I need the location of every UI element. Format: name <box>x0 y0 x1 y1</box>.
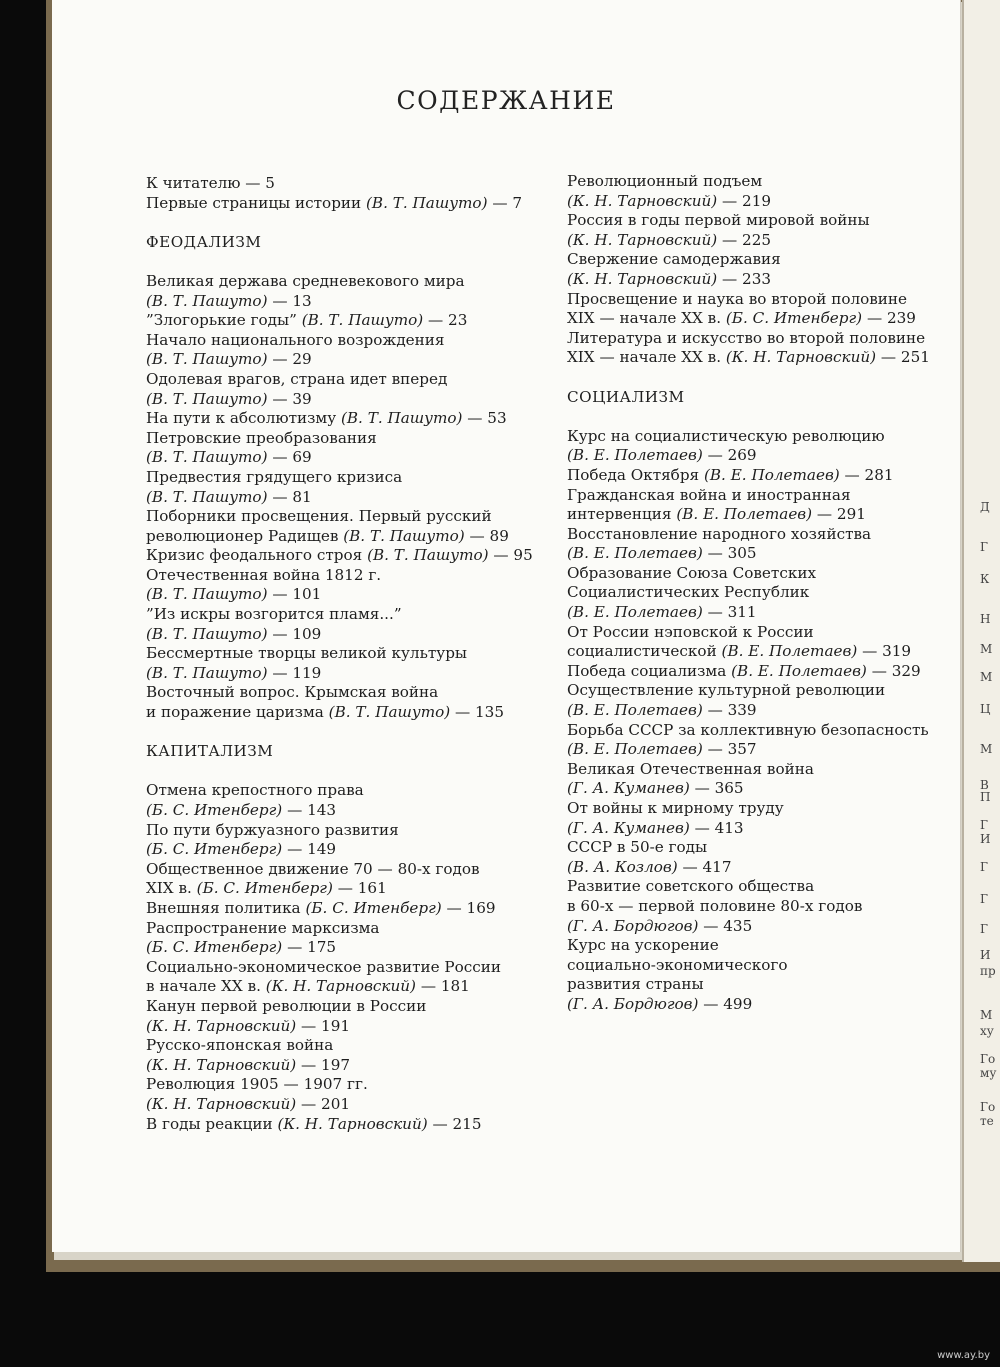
toc-entry-page: — 329 <box>871 661 921 680</box>
toc-entry-line <box>146 585 533 605</box>
toc-entry-line <box>146 977 533 997</box>
toc-entry-title: Курс на ускорение <box>567 936 719 955</box>
toc-entry-line <box>567 446 930 466</box>
facing-page-text-fragment: Г <box>980 860 988 874</box>
section-heading: КАПИТАЛИЗМ <box>146 742 274 761</box>
toc-entry-title: Образование Союза Советских <box>567 563 817 582</box>
toc-entry-author: (Г. А. Бордюгов) <box>567 994 699 1013</box>
toc-entry-title: Социалистических Республик <box>567 583 810 602</box>
section-heading: ФЕОДАЛИЗМ <box>146 232 262 251</box>
toc-entry-line <box>567 995 930 1015</box>
toc-entry-page: — 269 <box>707 446 757 465</box>
toc-entry-author: (Б. С. Итенберг) <box>146 840 283 859</box>
facing-page-text-fragment: К <box>980 572 990 586</box>
toc-entry-line <box>567 583 930 603</box>
toc-entry-title: Литература и искусство во второй половине <box>567 328 926 347</box>
toc-entry-line <box>146 566 533 586</box>
toc-entry-author: (В. Т. Пашуто) <box>343 526 465 545</box>
toc-entry-page: — 89 <box>469 526 509 545</box>
toc-entry-line <box>146 938 533 958</box>
toc-entry-author: (В. Е. Полетаев) <box>731 661 867 680</box>
toc-entry-line <box>146 174 533 194</box>
toc-entry-line <box>146 821 533 841</box>
facing-page-text-fragment: Г <box>980 922 988 936</box>
toc-entry-line <box>567 877 930 897</box>
toc-entry-title: Просвещение и наука во второй половине <box>567 289 908 308</box>
toc-entry-line <box>567 270 930 290</box>
toc-entry-author: (В. Т. Пашуто) <box>340 409 463 428</box>
spacer <box>146 252 533 272</box>
toc-entry-line <box>567 936 930 956</box>
toc-entry-line <box>567 486 930 506</box>
toc-entry-line <box>567 564 930 584</box>
toc-entry-title: По пути буржуазного развития <box>146 820 399 839</box>
spacer <box>146 762 533 782</box>
facing-page-text-fragment: Го <box>980 1052 996 1066</box>
toc-entry-page: — 357 <box>707 740 757 759</box>
toc-entry-line <box>567 779 930 799</box>
facing-page-text-fragment: И <box>980 948 991 962</box>
toc-entry-title: социально-экономического <box>567 955 788 974</box>
toc-entry-title: Канун первой революции в России <box>146 996 427 1015</box>
facing-page-text-fragment: М <box>980 1008 993 1022</box>
toc-entry-line <box>567 956 930 976</box>
facing-page-text-fragment: И <box>980 832 991 846</box>
toc-entry-page: — 181 <box>420 977 470 996</box>
toc-entry-author: (В. Е. Полетаев) <box>676 505 813 524</box>
toc-entry-page: — 7 <box>492 193 523 212</box>
toc-entry-page: — 143 <box>287 801 337 819</box>
toc-entry-line <box>146 625 533 645</box>
toc-entry-author: (Б. С. Итенберг) <box>305 898 442 917</box>
facing-page-text-fragment: В <box>980 778 989 792</box>
toc-entry-line <box>146 899 533 919</box>
facing-page-text-fragment: П <box>980 790 991 804</box>
toc-entry-line <box>567 701 930 721</box>
toc-entry-line <box>146 370 533 390</box>
toc-entry-line <box>567 917 930 937</box>
toc-entry-line <box>567 231 930 251</box>
toc-entry-line <box>567 623 930 643</box>
toc-entry-title: На пути к абсолютизму <box>146 409 337 428</box>
toc-entry-title: Восточный вопрос. Крымская война <box>146 683 439 702</box>
toc-entry-page: — 191 <box>301 1016 351 1035</box>
toc-entry-line <box>146 409 533 429</box>
toc-entry-author: (В. Т. Пашуто) <box>146 624 268 643</box>
toc-entry-title: ”Злогорькие годы” <box>146 311 297 330</box>
toc-entry-author: (К. Н. Тарновский) <box>277 1114 428 1133</box>
toc-entry-line <box>567 250 930 270</box>
toc-entry-title: XIX — начале XX в. <box>567 348 722 367</box>
toc-entry-title: социалистической <box>567 642 717 661</box>
toc-entry-title: Борьба СССР за коллективную безопасность <box>567 720 929 739</box>
toc-entry-title: Распространение марксизма <box>146 918 380 937</box>
toc-entry-author: (В. Т. Пашуто) <box>367 546 489 565</box>
toc-entry-line <box>567 662 930 682</box>
toc-entry-author: (В. Т. Пашуто) <box>146 487 268 506</box>
section-heading: СОЦИАЛИЗМ <box>567 387 685 406</box>
spacer <box>567 368 930 388</box>
toc-entry-title: Революция 1905 — 1907 гг. <box>146 1075 368 1094</box>
toc-entry-line <box>567 544 930 564</box>
toc-entry-page: — 225 <box>722 230 772 249</box>
toc-entry-title: Отечественная война 1812 г. <box>146 565 382 584</box>
toc-entry-page: — 101 <box>272 585 322 604</box>
toc-entry-author: (Б. С. Итенберг) <box>146 801 283 819</box>
facing-page-text-fragment: ху <box>980 1024 994 1038</box>
toc-entry-page: — 81 <box>272 487 312 506</box>
facing-page-text-fragment: Г <box>980 818 988 832</box>
toc-entry-author: (В. Т. Пашуто) <box>301 311 424 330</box>
toc-entry-line <box>146 527 533 547</box>
toc-entry-line <box>567 290 930 310</box>
toc-entry-page: — 13 <box>272 291 312 310</box>
toc-entry-title: Великая держава средневекового мира <box>146 271 465 290</box>
facing-page-text-fragment: М <box>980 670 993 684</box>
spacer <box>146 213 533 233</box>
toc-entry-line <box>146 311 533 331</box>
toc-entry-title: в начале XX в. <box>146 977 261 996</box>
toc-entry-page: — 29 <box>272 350 312 369</box>
toc-entry-author: (Г. А. Куманев) <box>567 818 690 837</box>
toc-entry-page: — 413 <box>694 818 744 837</box>
toc-entry-line <box>146 919 533 939</box>
toc-entry-line <box>146 350 533 370</box>
toc-entry-page: — 219 <box>722 191 772 210</box>
facing-page-text-fragment: Д <box>980 500 990 514</box>
toc-entry-title: Бессмертные творцы великой культуры <box>146 644 467 663</box>
toc-entry-line <box>146 1095 533 1115</box>
toc-entry-page: — 95 <box>493 546 533 565</box>
toc-entry-line <box>567 975 930 995</box>
toc-entry-line <box>146 605 533 625</box>
toc-entry-line <box>146 1017 533 1037</box>
toc-entry-page: — 281 <box>844 465 894 484</box>
toc-entry-line <box>567 309 930 329</box>
toc-entry-author: (Г. А. Куманев) <box>567 779 690 798</box>
toc-entry-author: (В. Т. Пашуто) <box>146 389 268 408</box>
toc-entry-page: — 109 <box>272 624 322 643</box>
toc-entry-author: (В. Т. Пашуто) <box>146 585 268 604</box>
toc-entry-line <box>567 192 930 212</box>
toc-entry-author: (К. Н. Тарновский) <box>567 230 718 249</box>
toc-entry-page: — 69 <box>272 448 312 467</box>
toc-entry-page: — 339 <box>707 701 757 720</box>
toc-entry-author: (К. Н. Тарновский) <box>725 348 877 367</box>
toc-entry-line <box>146 958 533 978</box>
toc-entry-line <box>146 703 533 723</box>
toc-entry-line <box>567 838 930 858</box>
toc-entry-line <box>567 172 930 192</box>
toc-entry-title: Победа Октября <box>567 465 700 484</box>
toc-entry-title: Социально-экономическое развитие России <box>146 957 502 976</box>
facing-page-text-fragment: М <box>980 742 993 756</box>
toc-entry-page: — 215 <box>432 1114 482 1133</box>
toc-entry-page: — 39 <box>272 389 312 408</box>
toc-entry-line <box>146 448 533 468</box>
toc-entry-line <box>146 997 533 1017</box>
toc-entry-line <box>146 879 533 899</box>
toc-entry-author: (К. Н. Тарновский) <box>146 1094 297 1113</box>
toc-entry-line <box>567 760 930 780</box>
facing-page-text-fragment: пр <box>980 964 996 978</box>
toc-entry-line <box>146 272 533 292</box>
toc-entry-line <box>146 194 533 214</box>
toc-entry-title: Петровские преобразования <box>146 428 377 447</box>
toc-entry-line <box>567 329 930 349</box>
toc-entry-line <box>146 429 533 449</box>
toc-entry-page: — 169 <box>446 898 496 917</box>
toc-entry-title: интервенция <box>567 505 672 524</box>
toc-entry-page: — 201 <box>301 1094 351 1113</box>
toc-entry-line <box>567 466 930 486</box>
toc-entry-title: развития страны <box>567 975 704 994</box>
toc-entry-title: Курс на социалистическую революцию <box>567 426 885 445</box>
toc-entry-line <box>146 781 533 801</box>
toc-entry-author: (В. Т. Пашуто) <box>366 193 488 212</box>
toc-entry-title: СССР в 50-е годы <box>567 838 708 857</box>
toc-entry-author: (В. Т. Пашуто) <box>146 448 268 467</box>
toc-entry-title: Россия в годы первой мировой войны <box>567 211 870 230</box>
toc-entry-page: — 319 <box>862 642 912 661</box>
toc-entry-line <box>146 1075 533 1095</box>
facing-page-edge <box>962 0 1000 1262</box>
toc-entry-line <box>146 840 533 860</box>
toc-entry-author: (К. Н. Тарновский) <box>265 977 416 996</box>
toc-entry-author: (К. Н. Тарновский) <box>146 1016 297 1035</box>
watermark-text: www.ay.by <box>937 1350 990 1361</box>
toc-entry-title: Кризис феодального строя <box>146 546 363 565</box>
toc-entry-author: (В. А. Козлов) <box>567 857 678 876</box>
toc-entry-title: В годы реакции <box>146 1114 273 1133</box>
toc-column-left <box>146 174 533 1134</box>
toc-entry-line <box>146 801 533 821</box>
toc-entry-line <box>567 721 930 741</box>
toc-entry-line <box>146 860 533 880</box>
toc-entry-title: Развитие советского общества <box>567 877 815 896</box>
toc-entry-title: От войны к мирному труду <box>567 799 784 817</box>
toc-entry-title: Предвестия грядущего кризиса <box>146 467 403 486</box>
toc-entry-line <box>567 505 930 525</box>
toc-entry-title: Осуществление культурной революции <box>567 681 886 700</box>
toc-entry-page: — 365 <box>694 779 744 798</box>
toc-entry-line <box>567 525 930 545</box>
toc-entry-page: — 53 <box>467 409 507 428</box>
toc-entry-title: Гражданская война и иностранная <box>567 485 851 504</box>
facing-page-text-fragment: му <box>980 1066 997 1080</box>
toc-entry-page: — 239 <box>866 309 916 328</box>
toc-entry-title: Одолевая врагов, страна идет вперед <box>146 369 448 388</box>
toc-entry-title: Начало национального возрождения <box>146 330 445 349</box>
toc-entry-line <box>146 1056 533 1076</box>
facing-page-text-fragment: Ц <box>980 702 991 716</box>
toc-entry-page: — 161 <box>337 879 387 898</box>
toc-entry-title: Свержение самодержавия <box>567 250 781 269</box>
toc-entry-line <box>146 488 533 508</box>
toc-entry-author: (В. Е. Полетаев) <box>567 446 703 465</box>
toc-entry-author: (В. Е. Полетаев) <box>567 544 703 563</box>
toc-entry-line <box>146 331 533 351</box>
toc-entry-line <box>567 681 930 701</box>
toc-entry-author: (В. Т. Пашуто) <box>146 291 268 310</box>
toc-entry-author: (В. Т. Пашуто) <box>146 350 268 369</box>
toc-entry-page: — 499 <box>703 994 753 1013</box>
toc-entry-title: Внешняя политика <box>146 898 301 917</box>
toc-entry-author: (В. Т. Пашуто) <box>328 703 451 722</box>
toc-entry-title: XIX в. <box>146 879 192 898</box>
toc-entry-title: Революционный подъем <box>567 172 763 190</box>
toc-entry-title: революционер Радищев <box>146 526 339 545</box>
toc-entry-author: (В. Е. Полетаев) <box>567 740 703 759</box>
toc-entry-page: — 311 <box>707 603 757 622</box>
toc-entry-title: Общественное движение 70 — 80-х годов <box>146 859 480 878</box>
toc-entry-author: (К. Н. Тарновский) <box>567 191 718 210</box>
toc-entry-title: и поражение царизма <box>146 703 324 722</box>
toc-entry-page: — 291 <box>816 505 866 524</box>
facing-page-text-fragment: Го <box>980 1100 996 1114</box>
toc-entry-page: — 23 <box>428 311 468 330</box>
toc-entry-line <box>146 644 533 664</box>
toc-entry-line <box>146 1115 533 1135</box>
toc-entry-page: — 417 <box>682 857 732 876</box>
toc-entry-line <box>146 507 533 527</box>
toc-entry-title: XIX — начале XX в. <box>567 309 722 328</box>
toc-entry-author: (В. Т. Пашуто) <box>146 663 268 682</box>
toc-entry-line <box>567 211 930 231</box>
toc-entry-author: (В. Е. Полетаев) <box>567 701 703 720</box>
facing-page-text-fragment: Г <box>980 540 988 554</box>
toc-entry-title: Великая Отечественная война <box>567 759 814 778</box>
facing-page-text-fragment: Н <box>980 612 991 626</box>
toc-entry-author: (К. Н. Тарновский) <box>146 1055 297 1074</box>
page-title: СОДЕРЖАНИЕ <box>396 86 616 115</box>
toc-entry-title: ”Из искры возгорится пламя...” <box>146 605 402 624</box>
toc-entry-page: — 197 <box>301 1055 351 1074</box>
toc-entry-author: (Г. А. Бордюгов) <box>567 916 699 935</box>
toc-entry-author: (В. Е. Полетаев) <box>721 642 858 661</box>
toc-entry-line <box>567 348 930 368</box>
toc-entry-title: Восстановление народного хозяйства <box>567 524 872 543</box>
toc-entry-line <box>146 664 533 684</box>
toc-entry-line <box>567 897 930 917</box>
toc-column-right <box>567 172 930 1015</box>
toc-entry-line <box>567 642 930 662</box>
toc-entry-page: — 135 <box>455 703 505 722</box>
toc-entry-title: Отмена крепостного права <box>146 781 364 800</box>
toc-entry-line <box>567 427 930 447</box>
toc-entry-author: (Б. С. Итенберг) <box>196 879 333 898</box>
toc-entry-title: Русско-японская война <box>146 1036 334 1055</box>
spacer <box>146 723 533 743</box>
toc-entry-line <box>567 819 930 839</box>
toc-entry-title: От России нэповской к России <box>567 622 814 641</box>
toc-entry-line <box>146 468 533 488</box>
toc-entry-line <box>567 740 930 760</box>
toc-entry-page: — 175 <box>287 938 337 957</box>
toc-entry-title: Победа социализма <box>567 661 727 680</box>
toc-entry-title: Первые страницы истории <box>146 193 362 212</box>
toc-entry-line <box>146 390 533 410</box>
toc-entry-line <box>146 1036 533 1056</box>
facing-page-text-fragment: те <box>980 1114 994 1128</box>
toc-entry-author: (В. Е. Полетаев) <box>567 603 703 622</box>
toc-entry-line <box>146 683 533 703</box>
toc-entry-line <box>567 799 930 819</box>
facing-page-text-fragment: Г <box>980 892 988 906</box>
toc-entry-page: — 233 <box>722 269 772 288</box>
toc-entry-page: — 119 <box>272 663 322 682</box>
toc-entry-page: — 149 <box>287 840 337 859</box>
toc-entry-title: К читателю — 5 <box>146 174 275 192</box>
toc-entry-page: — 251 <box>880 348 930 367</box>
toc-entry-author: (Б. С. Итенберг) <box>146 938 283 957</box>
toc-entry-title: Поборники просвещения. Первый русский <box>146 507 492 526</box>
toc-entry-line <box>567 603 930 623</box>
toc-entry-author: (К. Н. Тарновский) <box>567 269 718 288</box>
spacer <box>567 407 930 427</box>
toc-entry-author: (Б. С. Итенберг) <box>725 309 863 328</box>
toc-entry-line <box>146 546 533 566</box>
toc-entry-line <box>567 858 930 878</box>
toc-entry-line <box>146 292 533 312</box>
toc-entry-author: (В. Е. Полетаев) <box>703 465 840 484</box>
facing-page-text-fragment: М <box>980 642 993 656</box>
toc-entry-title: в 60-х — первой половине 80-х годов <box>567 896 863 915</box>
toc-entry-page: — 435 <box>703 916 753 935</box>
toc-entry-page: — 305 <box>707 544 757 563</box>
